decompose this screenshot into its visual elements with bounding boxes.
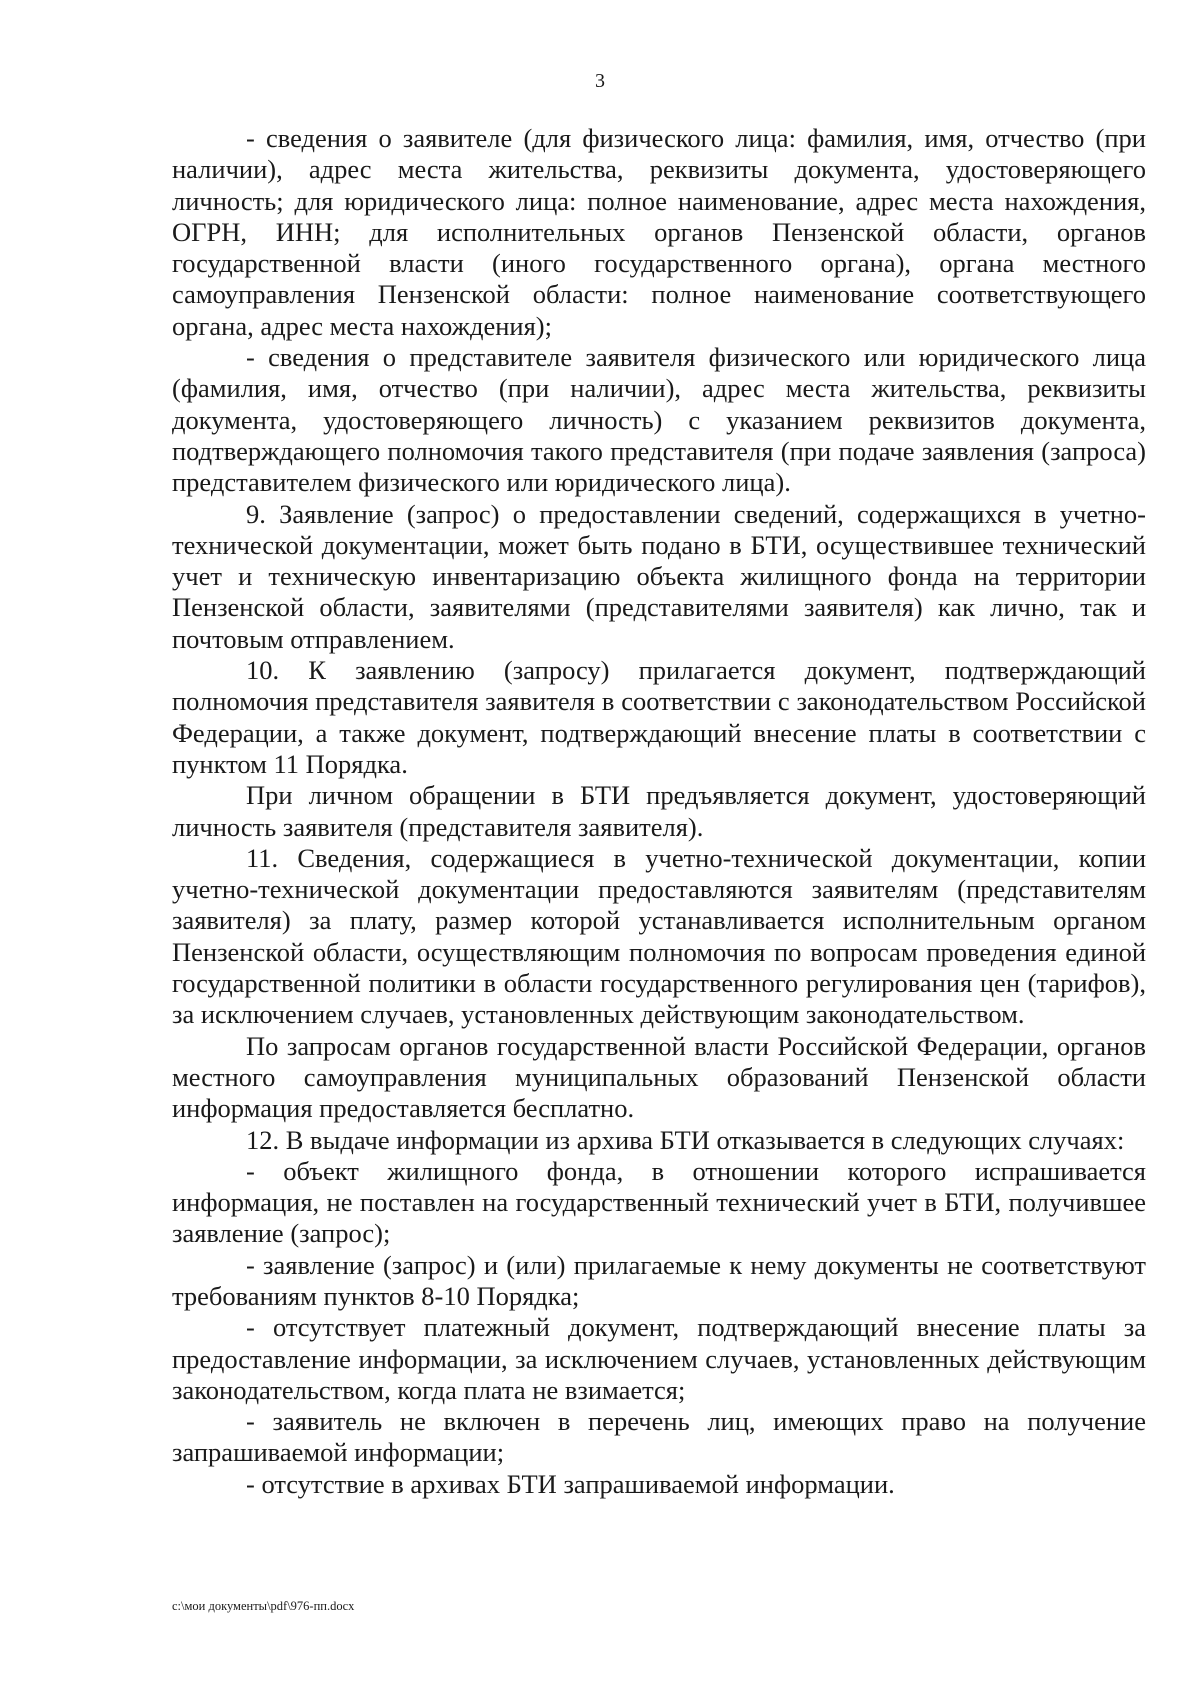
paragraph-applicant-info: - сведения о заявителе (для физического лица: фамилия, имя, отчество (при наличии), адрес места жительства, реквизиты документа, удостоверяющего личность; для юридического лица: полное наименование, адрес места нахождения, ОГРН, ИНН; для исполнительных органов Пензенской области, органов государственной власти (иного государственного органа), органа местного самоуправления Пензенской области: полное наименование соответствующего органа, адрес места нахождения); [172,123,1146,341]
paragraph-refusal-not-entitled: - заявитель не включен в перечень лиц, имеющих право на получение запрашиваемой информации; [172,1406,1146,1468]
footer-file-path: c:\мои документы\pdf\976-пп.docx [172,1599,355,1613]
paragraph-item-11: 11. Сведения, содержащиеся в учетно-технической документации, копии учетно-технической документации предоставляются заявителям (представителям заявителя) за плату, размер которой устанавливается исполнительным органом Пензенской области, осуществляющим полномочия по вопросам проведения единой государственной политики в области государственного регулирования цен (тарифов), за исключением случаев, установленных действующим законодательством. [172,842,1146,1030]
paragraph-item-10: 10. К заявлению (запросу) прилагается документ, подтверждающий полномочия представителя заявителя в соответствии с законодательством Российской Федерации, а также документ, подтверждающий внесение платы в соответствии с пунктом 11 Порядка. [172,655,1146,779]
paragraph-free-requests: По запросам органов государственной власти Российской Федерации, органов местного самоуправления муниципальных образований Пензенской области информация предоставляется бесплатно. [172,1030,1146,1124]
paragraph-refusal-no-payment: - отсутствует платежный документ, подтверждающий внесение платы за предоставление информации, за исключением случаев, установленных действующим законодательством, когда плата не взимается; [172,1312,1146,1405]
document-body [172,123,1146,1500]
paragraph-item-12: 12. В выдаче информации из архива БТИ отказывается в следующих случаях: [246,1124,1125,1155]
paragraph-item-9: 9. Заявление (запрос) о предоставлении сведений, содержащихся в учетно-технической документации, может быть подано в БТИ, осуществившее технический учет и техническую инвентаризацию объекта жилищного фонда на территории Пензенской области, заявителями (представителями заявителя) как лично, так и почтовым отправлением. [172,498,1146,654]
paragraph-personal-visit: При личном обращении в БТИ предъявляется документ, удостоверяющий личность заявителя (представителя заявителя). [172,780,1146,842]
paragraph-representative-info: - сведения о представителе заявителя физического или юридического лица (фамилия, имя, отчество (при наличии), адрес места жительства, реквизиты документа, удостоверяющего личность) с указанием реквизитов документа, подтверждающего полномочия такого представителя (при подаче заявления (запроса) представителем физического или юридического лица). [172,342,1146,498]
paragraph-refusal-not-registered: - объект жилищного фонда, в отношении которого испрашивается информация, не поставлен на государственный технический учет в БТИ, получившее заявление (запрос); [172,1155,1146,1249]
paragraph-refusal-no-info: - отсутствие в архивах БТИ запрашиваемой информации. [246,1468,895,1499]
paragraph-refusal-nonconforming: - заявление (запрос) и (или) прилагаемые к нему документы не соответствуют требованиям пунктов 8-10 Порядка; [172,1249,1146,1311]
page-number: 3 [595,70,605,92]
